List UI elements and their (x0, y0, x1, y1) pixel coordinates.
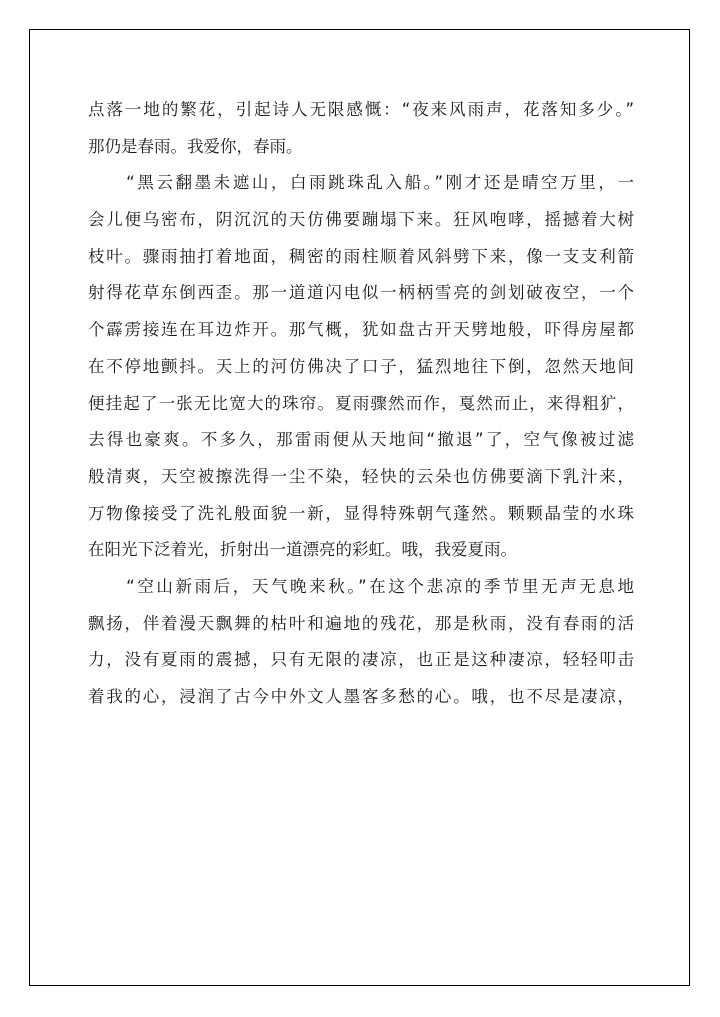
text-line: 般清爽，天空被擦洗得一尘不染，轻快的云朵也仿佛要滴下乳汁来， (88, 466, 634, 486)
text-line: 在不停地颤抖。天上的河仿佛决了口子，猛烈地往下倒，忽然天地间 (88, 356, 634, 376)
text-line: 万物像接受了洗礼般面貌一新，显得特殊朝气蓬然。颗颗晶莹的水珠 (88, 503, 634, 523)
text-line: “空山新雨后，天气晚来秋。”在这个悲凉的季节里无声无息地 (88, 576, 634, 596)
text-line: 去得也豪爽。不多久，那雷雨便从天地间“撤退”了，空气像被过滤 (88, 430, 634, 450)
text-line: 那仍是春雨。我爱你，春雨。 (88, 136, 303, 156)
text-line: 枝叶。骤雨抽打着地面，稠密的雨柱顺着风斜劈下来，像一支支利箭 (88, 246, 634, 266)
text-line: 便挂起了一张无比宽大的珠帘。夏雨骤然而作，戛然而止，来得粗犷， (88, 393, 634, 413)
text-line: 力，没有夏雨的震撼，只有无限的凄凉，也正是这种凄凉，轻轻叩击 (88, 650, 634, 670)
text-line: 着我的心，浸润了古今中外文人墨客多愁的心。哦，也不尽是凄凉， (88, 687, 634, 706)
text-line: 飘扬，伴着漫天飘舞的枯叶和遍地的残花，那是秋雨，没有春雨的活 (88, 613, 634, 633)
essay-body (88, 92, 634, 716)
text-line: “黑云翻墨未遮山，白雨跳珠乱入船。”刚才还是晴空万里，一 (88, 173, 634, 193)
text-line: 在阳光下泛着光，折射出一道漂亮的彩虹。哦，我爱夏雨。 (88, 540, 517, 560)
text-line: 个霹雳接连在耳边炸开。那气概，犹如盘古开天劈地般，吓得房屋都 (88, 320, 634, 340)
text-line: 会儿便乌密布，阴沉沉的天仿佛要蹦塌下来。狂风咆哮，摇撼着大树 (88, 210, 634, 230)
text-line: 射得花草东倒西歪。那一道道闪电似一柄柄雪亮的剑划破夜空，一个 (88, 283, 634, 303)
text-line: 点落一地的繁花，引起诗人无限感慨：“夜来风雨声，花落知多少。” (88, 100, 634, 119)
